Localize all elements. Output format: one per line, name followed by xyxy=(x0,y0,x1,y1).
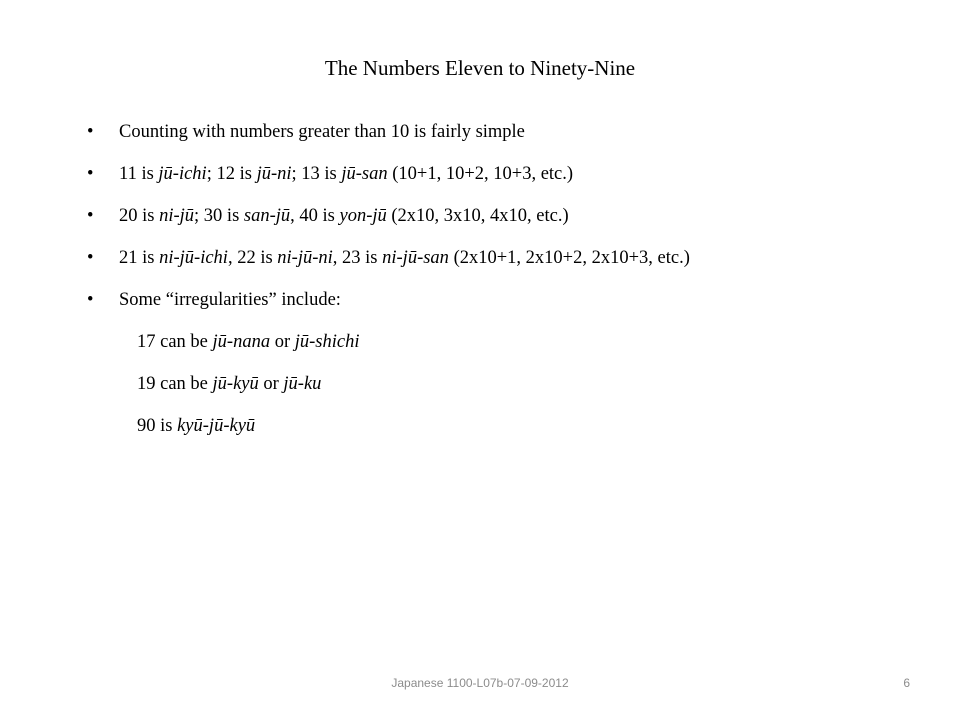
bullet-text: 11 is jū-ichi; 12 is jū-ni; 13 is jū-san (10+1, 10+2, 10+3, etc.) xyxy=(119,164,574,184)
bullet-text: 20 is ni-jū; 30 is san-jū, 40 is yon-jū (2x10, 3x10, 4x10, etc.) xyxy=(119,206,569,226)
bullet-marker: • xyxy=(87,290,94,310)
sub-item: 17 can be jū-nana or jū-shichi xyxy=(137,332,360,352)
bullet-text: Some “irregularities” include: xyxy=(119,290,341,310)
bullet-marker: • xyxy=(87,206,94,226)
sub-item: 90 is kyū-jū-kyū xyxy=(137,416,256,436)
bullet-text: Counting with numbers greater than 10 is fairly simple xyxy=(119,122,525,142)
bullet-marker: • xyxy=(87,248,94,268)
bullet-item xyxy=(87,243,690,285)
slide-footer: Japanese 1100-L07b-07-09-2012 xyxy=(391,676,569,690)
slide-title: The Numbers Eleven to Ninety-Nine xyxy=(324,56,636,80)
bullet-item xyxy=(87,117,690,159)
bullet-marker: • xyxy=(87,122,94,142)
bullet-marker: • xyxy=(87,164,94,184)
bullet-item xyxy=(87,285,690,327)
bullet-item xyxy=(87,201,690,243)
bullet-list xyxy=(87,117,690,453)
sub-item: 19 can be jū-kyū or jū-ku xyxy=(137,374,322,394)
page-number: 6 xyxy=(903,676,910,690)
bullet-text: 21 is ni-jū-ichi, 22 is ni-jū-ni, 23 is ni-jū-san (2x10+1, 2x10+2, 2x10+3, etc.) xyxy=(119,248,690,268)
bullet-item xyxy=(87,159,690,201)
